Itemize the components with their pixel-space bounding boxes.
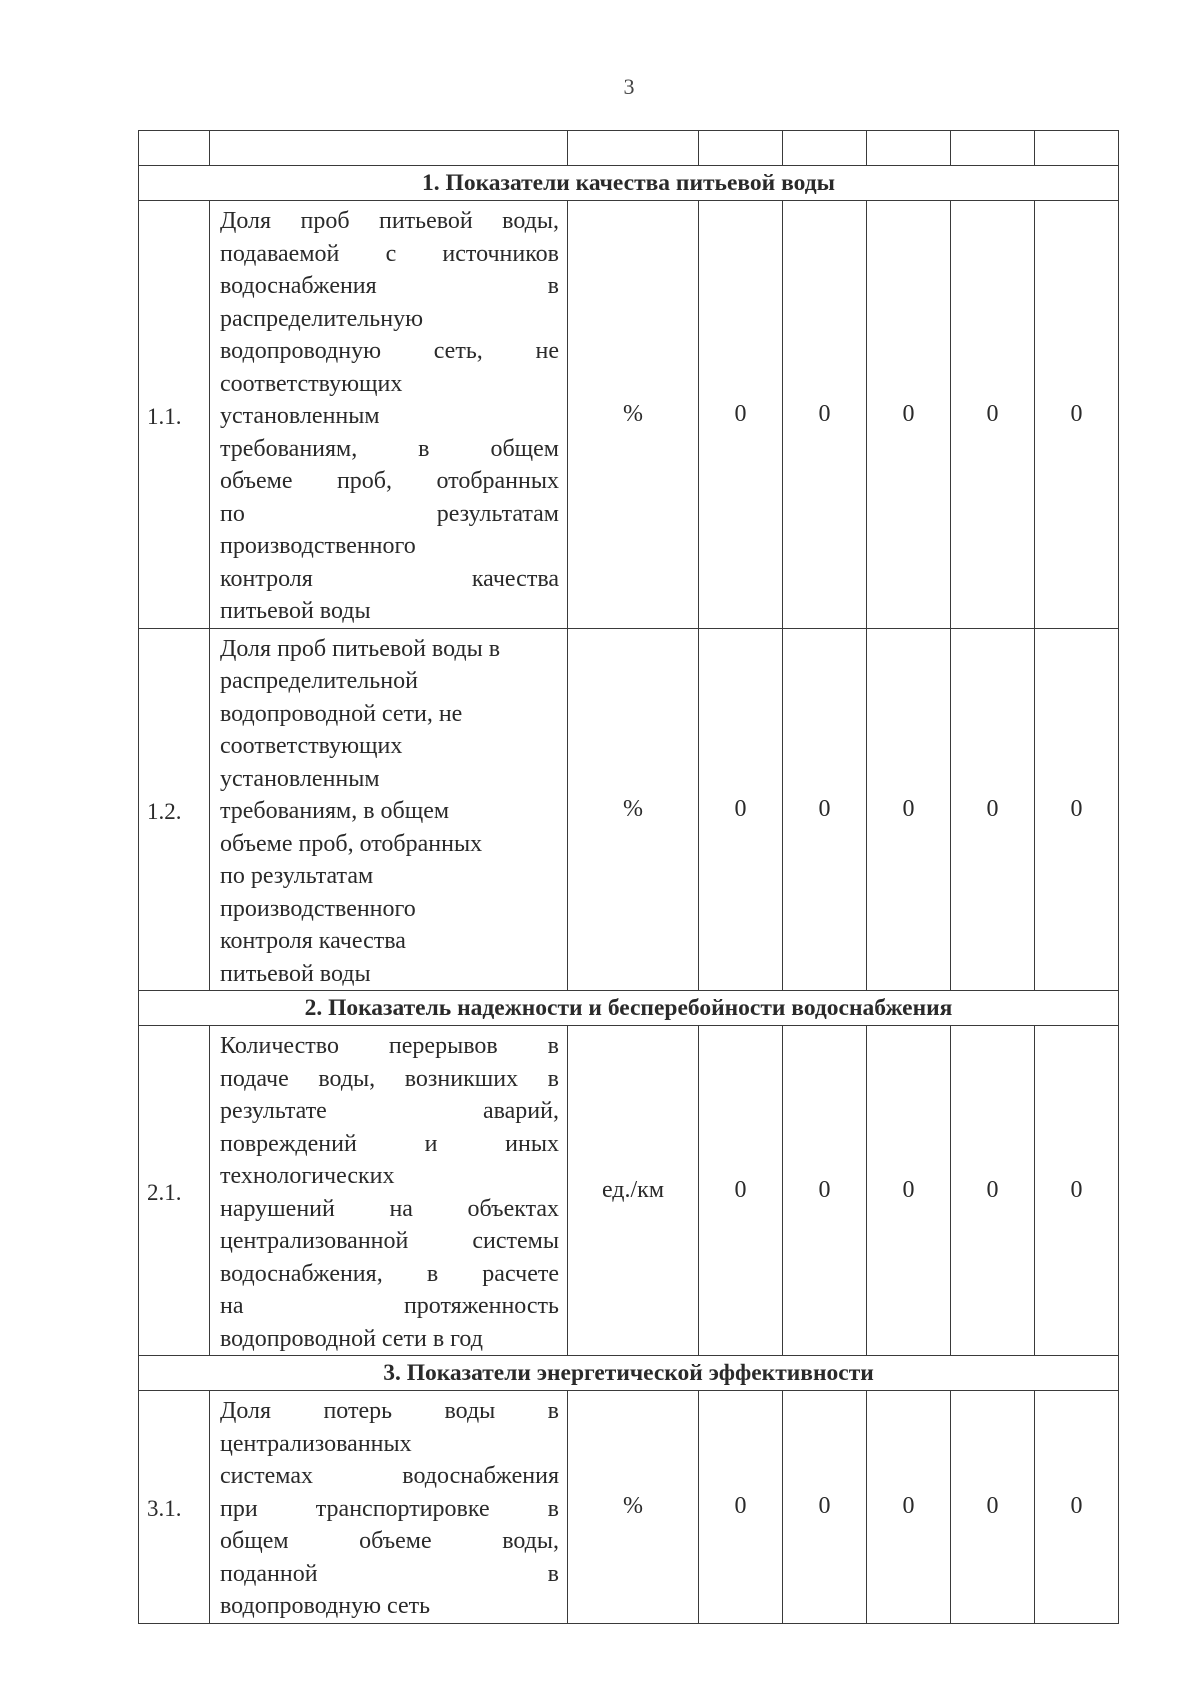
blank-cell [568, 131, 699, 166]
description-line: распределительной [220, 668, 418, 694]
value-cell: 0 [783, 201, 867, 629]
description-line: Количество перерывов в [220, 1033, 559, 1059]
description-line: водоснабжения в [220, 273, 559, 299]
value-cell: 0 [1035, 1391, 1119, 1624]
description-line: водопроводную сеть [220, 1593, 431, 1619]
value-cell: 0 [1035, 628, 1119, 991]
description-line: по результатам [220, 863, 374, 889]
description-line: объеме проб, отобранных [220, 830, 483, 857]
description-line: повреждений и иных [220, 1130, 559, 1157]
value-cell: 0 [699, 1026, 783, 1356]
blank-cell [210, 131, 568, 166]
description-line: соответствующих [220, 733, 403, 759]
row-number: 1.2. [139, 628, 210, 991]
description-line: по результатам [220, 500, 559, 527]
value-cell: 0 [783, 628, 867, 991]
description-line: водопроводной сети, не [220, 700, 463, 727]
unit-cell: % [568, 628, 699, 991]
indicators-table [138, 130, 1119, 1624]
description-line: объеме проб, отобранных [220, 468, 559, 494]
indicator-row [139, 201, 1119, 629]
value-cell: 0 [951, 1026, 1035, 1356]
description-line: питьевой воды [220, 598, 371, 624]
section-title: 3. Показатели энергетической эффективности [139, 1356, 1119, 1391]
description-line: общем объеме воды, [220, 1528, 559, 1554]
blank-cell [867, 131, 951, 166]
unit-cell: ед./км [568, 1026, 699, 1356]
value-cell: 0 [951, 201, 1035, 629]
value-cell: 0 [951, 628, 1035, 991]
section-title: 1. Показатели качества питьевой воды [139, 166, 1119, 201]
description-line: водоснабжения, в расчете [220, 1260, 559, 1287]
value-cell: 0 [951, 1391, 1035, 1624]
unit-cell: % [568, 201, 699, 629]
value-cell: 0 [699, 1391, 783, 1624]
description-line: производственного [220, 895, 416, 922]
description-line: результате аварий, [220, 1098, 559, 1124]
indicator-row [139, 1026, 1119, 1356]
value-cell: 0 [1035, 201, 1119, 629]
description-line: централизованных [220, 1430, 412, 1457]
description-line: технологических [220, 1163, 395, 1189]
description-line: водопроводной сети в год [220, 1325, 483, 1352]
description-line: Доля потерь воды в [220, 1398, 559, 1424]
blank-cell [699, 131, 783, 166]
value-cell: 0 [783, 1026, 867, 1356]
value-cell: 0 [867, 628, 951, 991]
value-cell: 0 [699, 201, 783, 629]
indicator-description [210, 1026, 568, 1356]
description-line: Доля проб питьевой воды, [220, 208, 559, 234]
value-cell: 0 [783, 1391, 867, 1624]
indicator-description [210, 628, 568, 991]
value-cell: 0 [1035, 1026, 1119, 1356]
description-line: подаче воды, возникших в [220, 1065, 559, 1092]
description-line: требованиям, в общем [220, 798, 450, 824]
page-number: 3 [623, 74, 635, 99]
description-line: подаваемой с источников [220, 240, 559, 267]
indicator-description [210, 1391, 568, 1624]
description-line: нарушений на объектах [220, 1195, 559, 1222]
section-header-row [139, 1356, 1119, 1391]
value-cell: 0 [699, 628, 783, 991]
blank-cell [139, 131, 210, 166]
indicator-row [139, 1391, 1119, 1624]
description-line: контроля качества [220, 928, 406, 954]
unit-cell: % [568, 1391, 699, 1624]
description-line: соответствующих [220, 370, 403, 397]
header-blank-row [139, 131, 1119, 166]
section-header-row [139, 991, 1119, 1026]
section-title: 2. Показатель надежности и бесперебойности водоснабжения [139, 991, 1119, 1026]
row-number: 1.1. [139, 201, 210, 629]
description-line: на протяженность [220, 1293, 559, 1319]
indicator-row [139, 628, 1119, 991]
description-line: Доля проб питьевой воды в [220, 635, 501, 662]
description-line: системах водоснабжения [220, 1463, 559, 1489]
blank-cell [1035, 131, 1119, 166]
value-cell: 0 [867, 1391, 951, 1624]
blank-cell [951, 131, 1035, 166]
description-line: установленным [220, 403, 380, 429]
description-line: поданной в [220, 1560, 559, 1587]
description-line: установленным [220, 765, 380, 792]
description-line: питьевой воды [220, 960, 371, 987]
description-line: водопроводную сеть, не [220, 338, 559, 364]
row-number: 3.1. [139, 1391, 210, 1624]
description-line: требованиям, в общем [220, 435, 559, 462]
value-cell: 0 [867, 201, 951, 629]
description-line: производственного [220, 533, 416, 559]
description-line: контроля качества [220, 565, 559, 592]
description-line: централизованной системы [220, 1228, 559, 1254]
description-line: при транспортировке в [220, 1495, 559, 1522]
section-header-row [139, 166, 1119, 201]
indicator-description [210, 201, 568, 629]
row-number: 2.1. [139, 1026, 210, 1356]
description-line: распределительную [220, 305, 424, 332]
value-cell: 0 [867, 1026, 951, 1356]
blank-cell [783, 131, 867, 166]
